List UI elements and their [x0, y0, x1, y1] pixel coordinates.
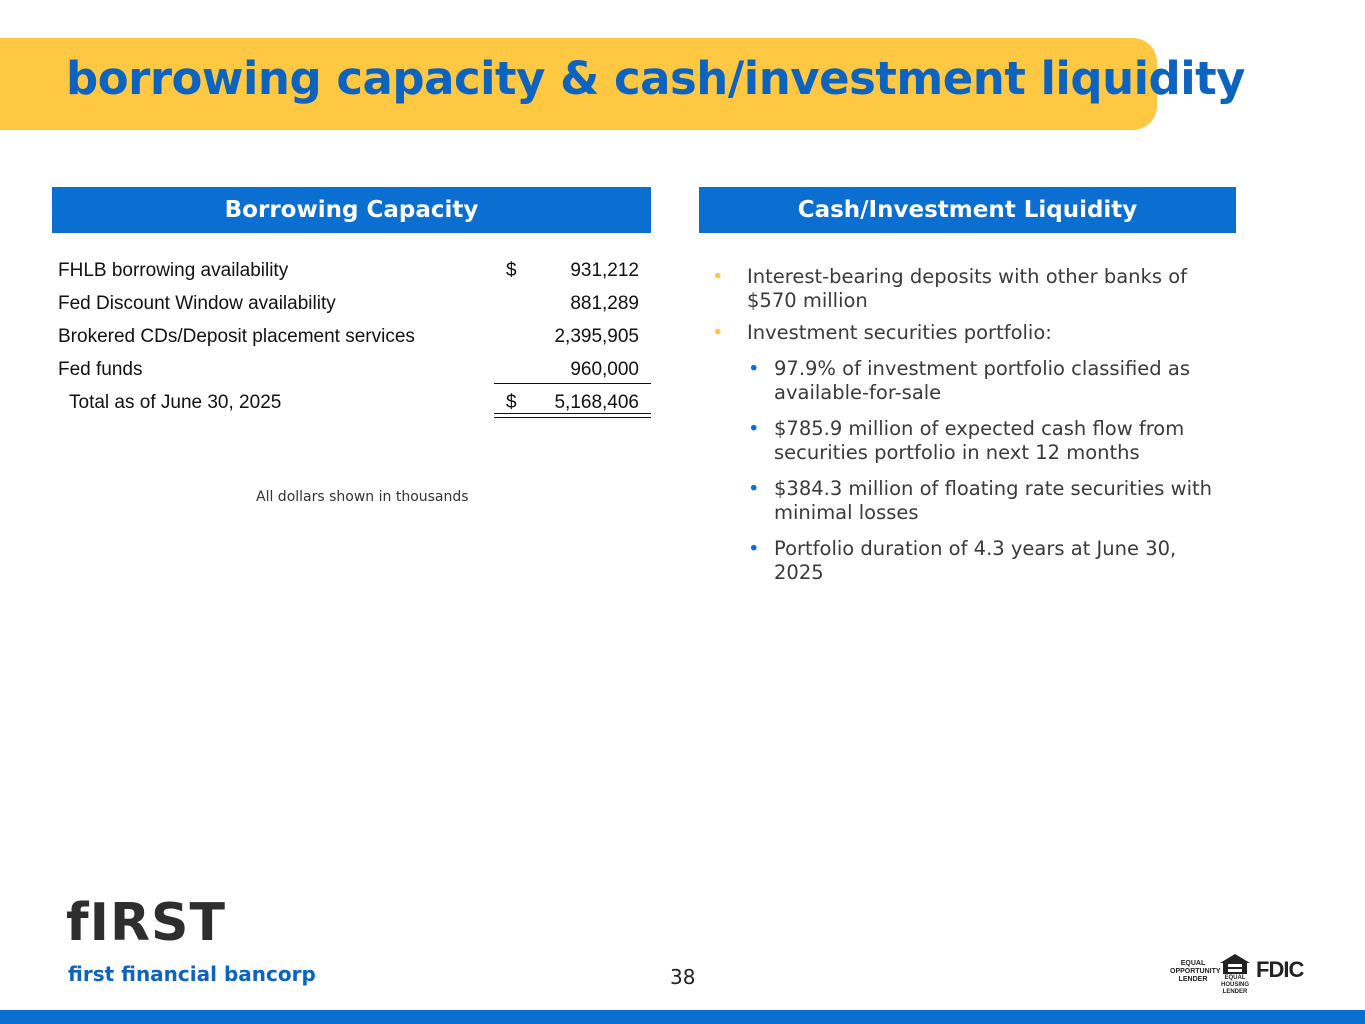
- sub-bullet-dot-icon: •: [748, 417, 760, 440]
- house-icon: [1219, 953, 1251, 975]
- row-label: Fed funds: [58, 359, 143, 380]
- page-number: 38: [670, 965, 696, 989]
- list-item: [712, 321, 1222, 345]
- page-title: borrowing capacity & cash/investment liquidity: [66, 52, 1246, 105]
- borrowing-table: [52, 256, 651, 421]
- eol-text: EQUAL: [1180, 960, 1206, 967]
- company-logo: fIRST: [66, 893, 226, 953]
- list-item: [712, 265, 1222, 313]
- table-row: [52, 289, 651, 322]
- sub-list-item: [712, 477, 1222, 525]
- eol-text: OPPORTUNITY: [1170, 968, 1221, 975]
- sub-bullet-text: Portfolio duration of 4.3 years at June 30, 2025: [774, 537, 1177, 584]
- ehl-text: EQUAL HOUSING: [1220, 975, 1249, 988]
- sub-list-item: [712, 417, 1222, 465]
- row-value: 931,212: [570, 260, 639, 281]
- total-double-rule: [494, 413, 651, 418]
- footnote: All dollars shown in thousands: [256, 489, 469, 505]
- sub-bullet-text: $384.3 million of floating rate securities with minimal losses: [774, 477, 1213, 524]
- bullet-dot-icon: •: [712, 265, 724, 288]
- liquidity-header: Cash/Investment Liquidity: [699, 187, 1236, 233]
- liquidity-bullets: [712, 265, 1222, 597]
- bullet-text: Investment securities portfolio:: [747, 321, 1052, 344]
- fdic-logo: FDIC: [1256, 957, 1304, 982]
- equal-opportunity-lender-badge: [1170, 960, 1221, 984]
- total-label: Total as of June 30, 2025: [69, 392, 282, 413]
- borrowing-capacity-header: Borrowing Capacity: [52, 187, 651, 233]
- table-row: [52, 256, 651, 289]
- ehl-text: LENDER: [1222, 989, 1248, 995]
- row-value: 881,289: [570, 293, 639, 314]
- total-currency: $: [506, 392, 517, 413]
- subtotal-rule: [494, 383, 651, 384]
- bullet-dot-icon: •: [712, 321, 724, 344]
- row-label: Fed Discount Window availability: [58, 293, 336, 314]
- table-row: [52, 322, 651, 355]
- sub-bullet-dot-icon: •: [748, 477, 760, 500]
- row-value: 2,395,905: [554, 326, 639, 347]
- eol-text: LENDER: [1178, 976, 1208, 983]
- sub-list-item: [712, 537, 1222, 585]
- company-name: first financial bancorp: [68, 962, 316, 986]
- sub-list-item: [712, 357, 1222, 405]
- row-label: Brokered CDs/Deposit placement services: [58, 326, 415, 347]
- sub-bullet-text: $785.9 million of expected cash flow from securities portfolio in next 12 months: [774, 417, 1185, 464]
- row-label: FHLB borrowing availability: [58, 260, 289, 281]
- bottom-brand-bar: [0, 1010, 1365, 1024]
- sub-bullet-dot-icon: •: [748, 537, 760, 560]
- bullet-text: Interest-bearing deposits with other banks of $570 million: [747, 265, 1187, 312]
- sub-bullet-dot-icon: •: [748, 357, 760, 380]
- sub-bullet-text: 97.9% of investment portfolio classified as available-for-sale: [774, 357, 1190, 404]
- row-currency: $: [506, 260, 517, 281]
- equal-housing-lender-badge: [1219, 953, 1251, 996]
- total-value: 5,168,406: [554, 392, 639, 413]
- row-value: 960,000: [570, 359, 639, 380]
